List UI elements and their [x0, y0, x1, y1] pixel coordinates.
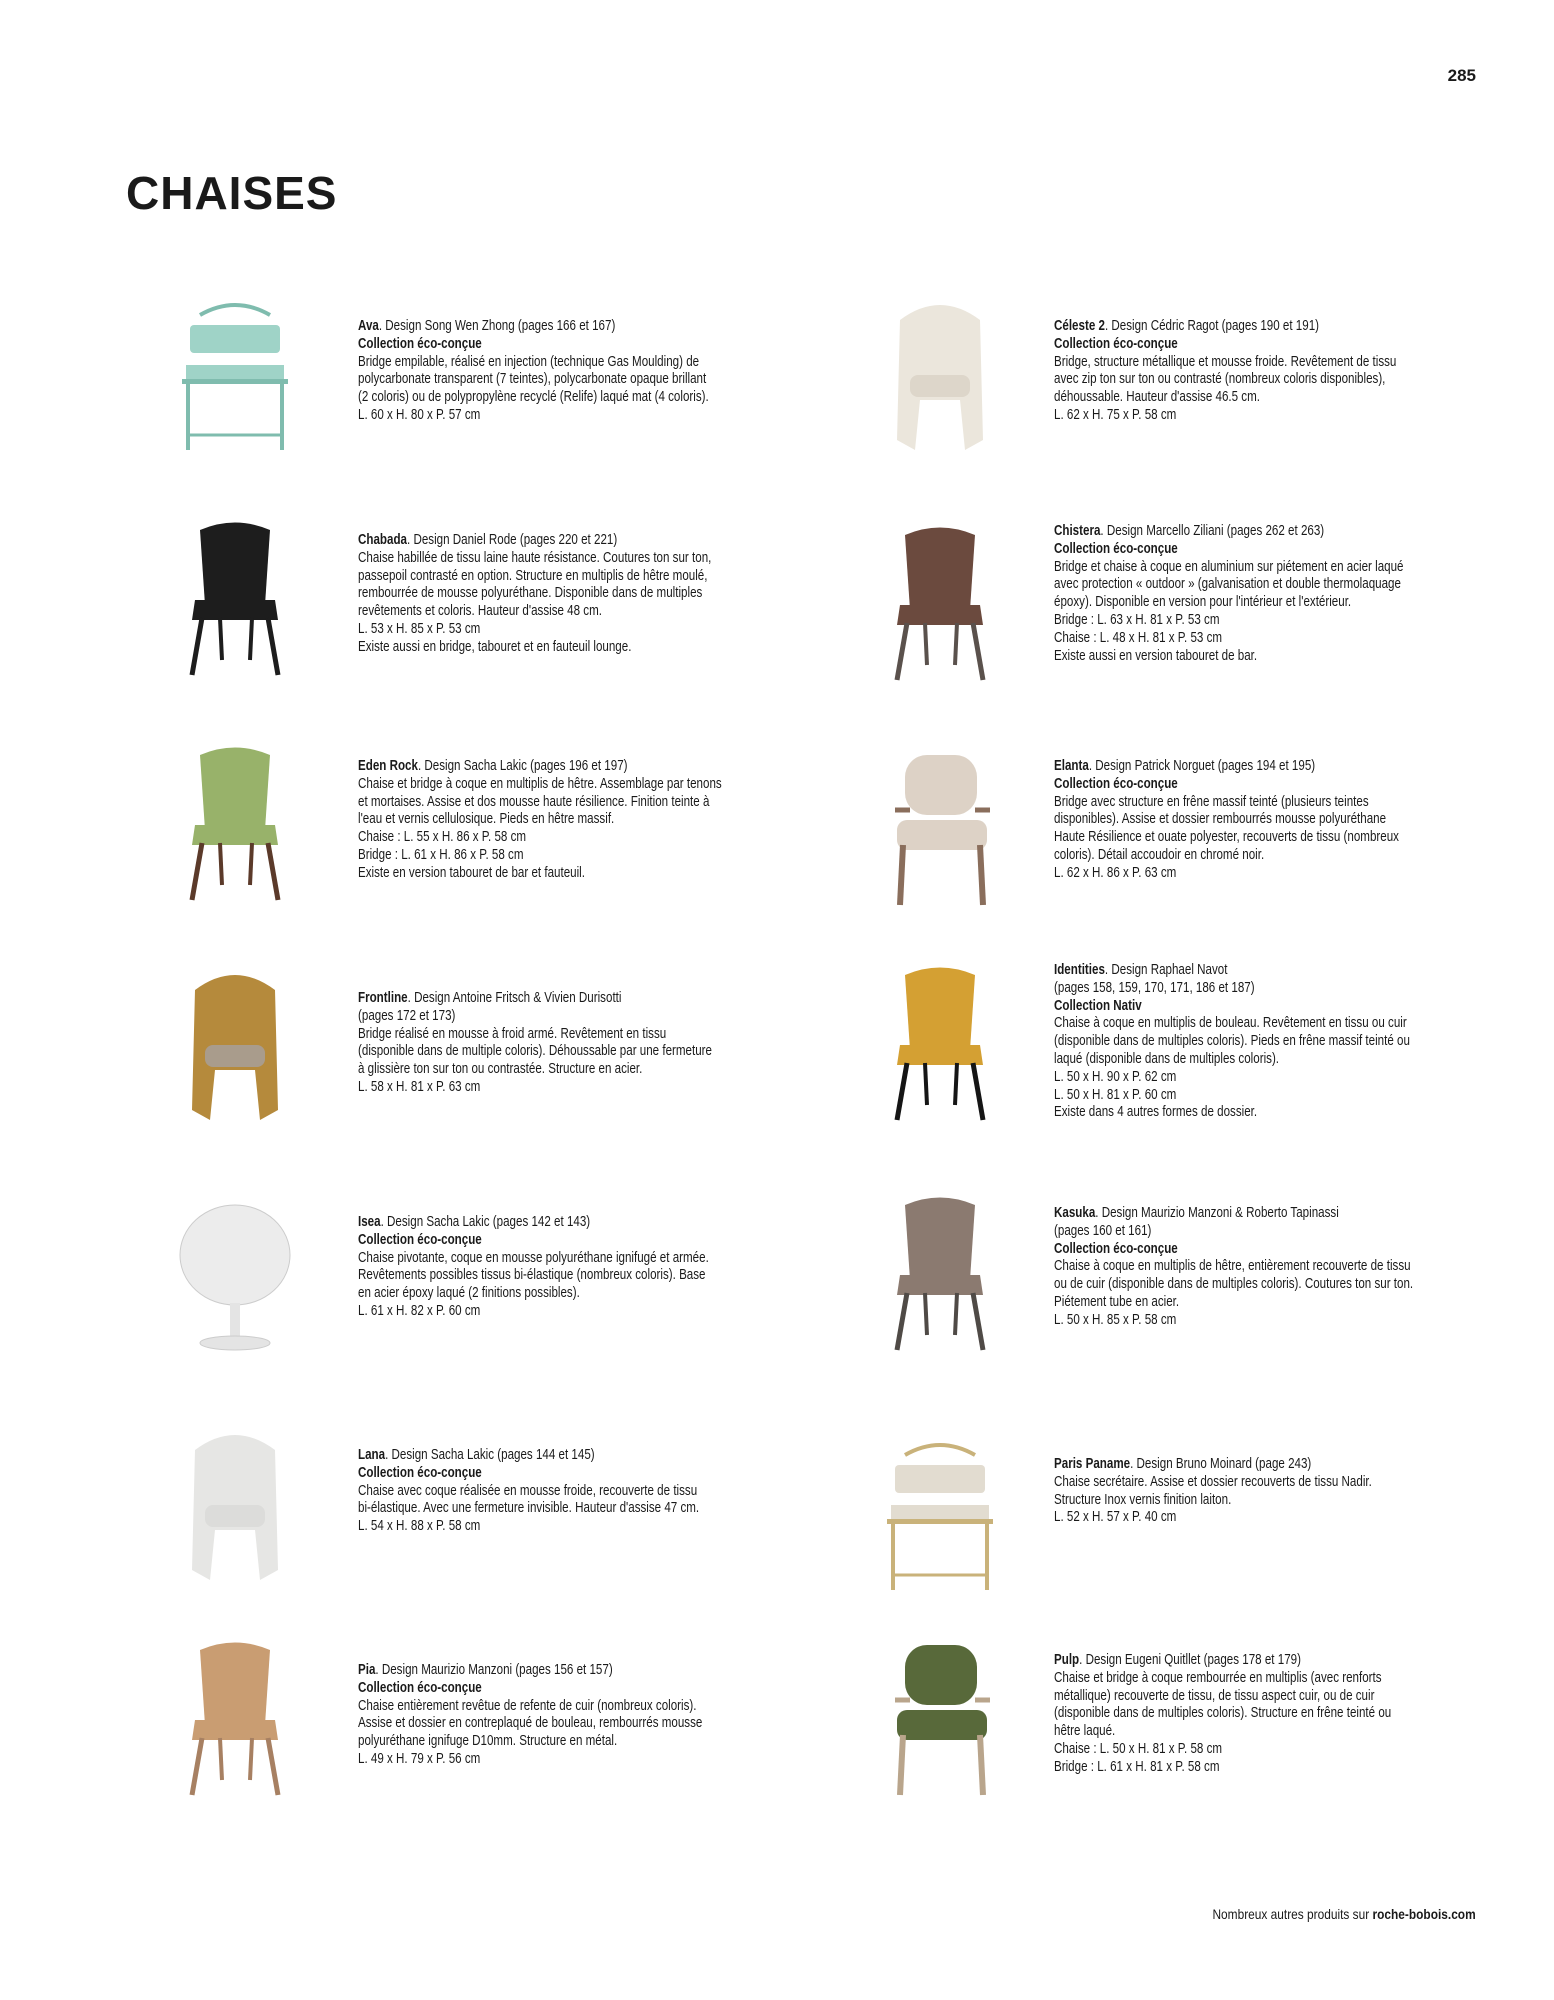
chair-pages: (pages 158, 159, 170, 171, 186 et 187) [1054, 979, 1255, 996]
chair-description [1054, 758, 1399, 883]
chair-image [160, 1420, 310, 1590]
chair-name: Pulp [1054, 1652, 1080, 1668]
description-line: métallique) recouverte de tissu, de tissu aspect cuir, ou de cuir [1054, 1687, 1375, 1704]
description-line: L. 49 x H. 79 x P. 56 cm [358, 1750, 481, 1767]
chair-pages: (pages 160 et 161) [1054, 1222, 1152, 1239]
description-line: Chaise secrétaire. Assise et dossier recouverts de tissu Nadir. [1054, 1473, 1372, 1490]
chair-name: Ava [358, 318, 379, 334]
chair-image [160, 510, 310, 680]
description-line: (disponible dans de multiples coloris). Pieds en frêne massif teinté ou [1054, 1033, 1410, 1050]
collection-label: Collection éco-conçue [1054, 335, 1178, 352]
collection-label: Collection éco-conçue [1054, 775, 1178, 792]
chair-designer: . Design Eugeni Quitllet (pages 178 et 179) [1079, 1652, 1301, 1668]
description-line: Bridge : L. 61 x H. 86 x P. 58 cm [358, 846, 524, 863]
collection-label: Collection éco-conçue [358, 1679, 482, 1696]
description-line: Revêtements possibles tissus bi-élastique (nombreux coloris). Base [358, 1267, 706, 1284]
description-line: coloris). Détail accoudoir en chromé noir. [1054, 846, 1265, 863]
collection-label: Collection éco-conçue [358, 335, 482, 352]
chair-image [160, 960, 310, 1130]
chair-name: Eden Rock [358, 758, 418, 774]
chair-designer: . Design Antoine Fritsch & Vivien Durisotti [407, 990, 622, 1006]
description-line: Existe aussi en version tabouret de bar. [1054, 647, 1258, 664]
chair-image [160, 285, 310, 455]
chair-description [358, 318, 709, 425]
description-line: Bridge empilable, réalisé en injection (technique Gas Moulding) de [358, 353, 700, 370]
description-line: ou de cuir (disponible dans de multiples coloris). Coutures ton sur ton. [1054, 1276, 1414, 1293]
description-line: (disponible dans de multiple coloris). Déhoussable par une fermeture [358, 1043, 712, 1060]
collection-label: Collection éco-conçue [1054, 1240, 1178, 1257]
description-line: (2 coloris) ou de polypropylène recyclé (Relife) laqué mat (4 coloris). [358, 389, 709, 406]
chair-description [358, 1447, 699, 1536]
chair-designer: . Design Sacha Lakic (pages 142 et 143) [380, 1214, 591, 1230]
description-line: en acier époxy laqué (2 finitions possibles). [358, 1285, 580, 1302]
footer-link[interactable]: roche-bobois.com [1372, 1906, 1476, 1922]
description-line: Bridge : L. 63 x H. 81 x P. 53 cm [1054, 611, 1220, 628]
chair-name: Chabada [358, 532, 407, 548]
footer-text: Nombreux autres produits sur [1212, 1906, 1373, 1922]
description-line: l'eau et vernis cellulosique. Pieds en hêtre massif. [358, 811, 615, 828]
description-line: Chaise pivotante, coque en mousse polyuréthane ignifugé et armée. [358, 1249, 709, 1266]
description-line: L. 62 x H. 86 x P. 63 cm [1054, 864, 1177, 881]
chair-description [1054, 1205, 1413, 1330]
chair-designer: . Design Bruno Moinard (page 243) [1130, 1456, 1312, 1472]
chair-name: Isea [358, 1214, 381, 1230]
description-line: Haute Résilience et ouate polyester, recouverts de tissu (nombreux [1054, 829, 1399, 846]
chair-designer: . Design Sacha Lakic (pages 196 et 197) [417, 758, 628, 774]
chair-description [358, 532, 711, 657]
page-number: 285 [1447, 66, 1476, 85]
description-line: Chaise à coque en multiplis de bouleau. Revêtement en tissu ou cuir [1054, 1015, 1407, 1032]
description-line: et mortaises. Assise et dos mousse haute résilience. Finition teinte à [358, 793, 710, 810]
chair-description [1054, 318, 1396, 425]
chair-name: Céleste 2 [1054, 318, 1105, 334]
description-line: (disponible dans de multiples coloris). Structure en frêne teinté ou [1054, 1705, 1392, 1722]
chair-description [1054, 1456, 1372, 1527]
description-line: Chaise entièrement revêtue de refente de cuir (nombreux coloris). [358, 1697, 697, 1714]
chair-name: Kasuka [1054, 1205, 1096, 1221]
chair-image [160, 1185, 310, 1355]
chair-image [160, 1630, 310, 1800]
collection-label: Collection éco-conçue [1054, 540, 1178, 557]
chair-name: Elanta [1054, 758, 1089, 774]
chair-image [865, 740, 1015, 910]
footer-note [1213, 1906, 1476, 1922]
description-line: polycarbonate transparent (7 teintes), polycarbonate opaque brillant [358, 371, 707, 388]
description-line: Chaise et bridge à coque rembourrée en multiplis (avec renforts [1054, 1669, 1382, 1686]
description-line: Chaise avec coque réalisée en mousse froide, recouverte de tissu [358, 1482, 698, 1499]
chair-name: Identities [1054, 962, 1105, 978]
description-line: L. 62 x H. 75 x P. 58 cm [1054, 406, 1177, 423]
chair-description [358, 990, 712, 1097]
chair-designer: . Design Maurizio Manzoni (pages 156 et 157) [375, 1662, 613, 1678]
chair-name: Chistera [1054, 523, 1101, 539]
collection-label: Collection Nativ [1054, 997, 1142, 1014]
chair-image [160, 735, 310, 905]
chair-name: Frontline [358, 990, 408, 1006]
chair-description [358, 1214, 709, 1321]
description-line: Chaise à coque en multiplis de hêtre, entièrement recouverte de tissu [1054, 1258, 1411, 1275]
chair-description [358, 1662, 702, 1769]
description-line: Chaise : L. 50 x H. 81 x P. 58 cm [1054, 1740, 1223, 1757]
chair-name: Pia [358, 1662, 376, 1678]
chair-description [1054, 1652, 1391, 1777]
description-line: à glissière ton sur ton ou contrastée. Structure en acier. [358, 1061, 643, 1078]
chair-name: Paris Paname [1054, 1456, 1131, 1472]
description-line: rembourrée de mousse polyuréthane. Disponible dans de multiples [358, 585, 703, 602]
description-line: avec protection « outdoor » (galvanisation et double thermolaquage [1054, 576, 1401, 593]
description-line: Chaise et bridge à coque en multiplis de hêtre. Assemblage par tenons [358, 775, 722, 792]
chair-image [865, 1630, 1015, 1800]
description-line: hêtre laqué. [1054, 1723, 1116, 1740]
description-line: Chaise habillée de tissu laine haute résistance. Coutures ton sur ton, [358, 549, 712, 566]
description-line: L. 50 x H. 90 x P. 62 cm [1054, 1068, 1177, 1085]
page-title: CHAISES [126, 167, 338, 219]
description-line: Bridge : L. 61 x H. 81 x P. 58 cm [1054, 1758, 1220, 1775]
description-line: L. 58 x H. 81 x P. 63 cm [358, 1078, 481, 1095]
description-line: Bridge et chaise à coque en aluminium sur piétement en acier laqué [1054, 558, 1404, 575]
description-line: époxy). Disponible en version pour l'intérieur et l'extérieur. [1054, 594, 1352, 611]
description-line: Chaise : L. 48 x H. 81 x P. 53 cm [1054, 629, 1223, 646]
chair-image [865, 955, 1015, 1125]
chair-designer: . Design Patrick Norguet (pages 194 et 195) [1088, 758, 1316, 774]
chair-designer: . Design Daniel Rode (pages 220 et 221) [407, 532, 618, 548]
chair-image [865, 290, 1015, 460]
chair-designer: . Design Maurizio Manzoni & Roberto Tapinassi [1095, 1205, 1339, 1221]
description-line: avec zip ton sur ton ou contrasté (nombreux coloris disponibles), [1054, 371, 1386, 388]
description-line: disponibles). Assise et dossier rembourrés mousse polyuréthane [1054, 811, 1387, 828]
chair-designer: . Design Marcello Ziliani (pages 262 et 263) [1100, 523, 1325, 539]
description-line: Assise et dossier en contreplaqué de bouleau, rembourrés mousse [358, 1715, 703, 1732]
chair-designer: . Design Sacha Lakic (pages 144 et 145) [385, 1447, 595, 1463]
description-line: laqué (disponible dans de multiples coloris). [1054, 1050, 1280, 1067]
collection-label: Collection éco-conçue [358, 1231, 482, 1248]
description-line: L. 50 x H. 85 x P. 58 cm [1054, 1311, 1177, 1328]
description-line: L. 52 x H. 57 x P. 40 cm [1054, 1509, 1177, 1526]
description-line: L. 50 x H. 81 x P. 60 cm [1054, 1086, 1177, 1103]
description-line: Existe en version tabouret de bar et fauteuil. [358, 864, 585, 881]
description-line: L. 61 x H. 82 x P. 60 cm [358, 1302, 481, 1319]
description-line: bi-élastique. Avec une fermeture invisible. Hauteur d'assise 47 cm. [358, 1500, 700, 1517]
chair-name: Lana [358, 1447, 386, 1463]
description-line: polyuréthane ignifuge D10mm. Structure en métal. [358, 1733, 618, 1750]
description-line: Bridge réalisé en mousse à froid armé. Revêtement en tissu [358, 1025, 667, 1042]
description-line: déhoussable. Hauteur d'assise 46.5 cm. [1054, 389, 1260, 406]
description-line: Piétement tube en acier. [1054, 1293, 1180, 1310]
chair-description [358, 758, 722, 883]
chair-designer: . Design Raphael Navot [1104, 962, 1228, 978]
description-line: Existe dans 4 autres formes de dossier. [1054, 1104, 1258, 1121]
chair-designer: . Design Song Wen Zhong (pages 166 et 167) [378, 318, 616, 334]
chair-description [1054, 523, 1404, 665]
chair-image [865, 1185, 1015, 1355]
description-line: L. 60 x H. 80 x P. 57 cm [358, 406, 481, 423]
description-line: (pages 172 et 173) [358, 1007, 456, 1024]
description-line: Structure Inox vernis finition laiton. [1054, 1491, 1232, 1508]
chair-image [865, 515, 1015, 685]
collection-label: Collection éco-conçue [358, 1464, 482, 1481]
description-line: revêtements et coloris. Hauteur d'assise 48 cm. [358, 603, 602, 620]
description-line: Bridge, structure métallique et mousse froide. Revêtement de tissu [1054, 353, 1397, 370]
description-line: Existe aussi en bridge, tabouret et en fauteuil lounge. [358, 638, 632, 655]
chair-designer: . Design Cédric Ragot (pages 190 et 191) [1104, 318, 1320, 334]
chair-image [865, 1425, 1015, 1595]
chair-description [1054, 962, 1410, 1122]
description-line: passepoil contrasté en option. Structure en multiplis de hêtre moulé, [358, 567, 708, 584]
description-line: L. 54 x H. 88 x P. 58 cm [358, 1518, 481, 1535]
description-line: Bridge avec structure en frêne massif teinté (plusieurs teintes [1054, 793, 1369, 810]
description-line: L. 53 x H. 85 x P. 53 cm [358, 620, 481, 637]
description-line: Chaise : L. 55 x H. 86 x P. 58 cm [358, 829, 527, 846]
